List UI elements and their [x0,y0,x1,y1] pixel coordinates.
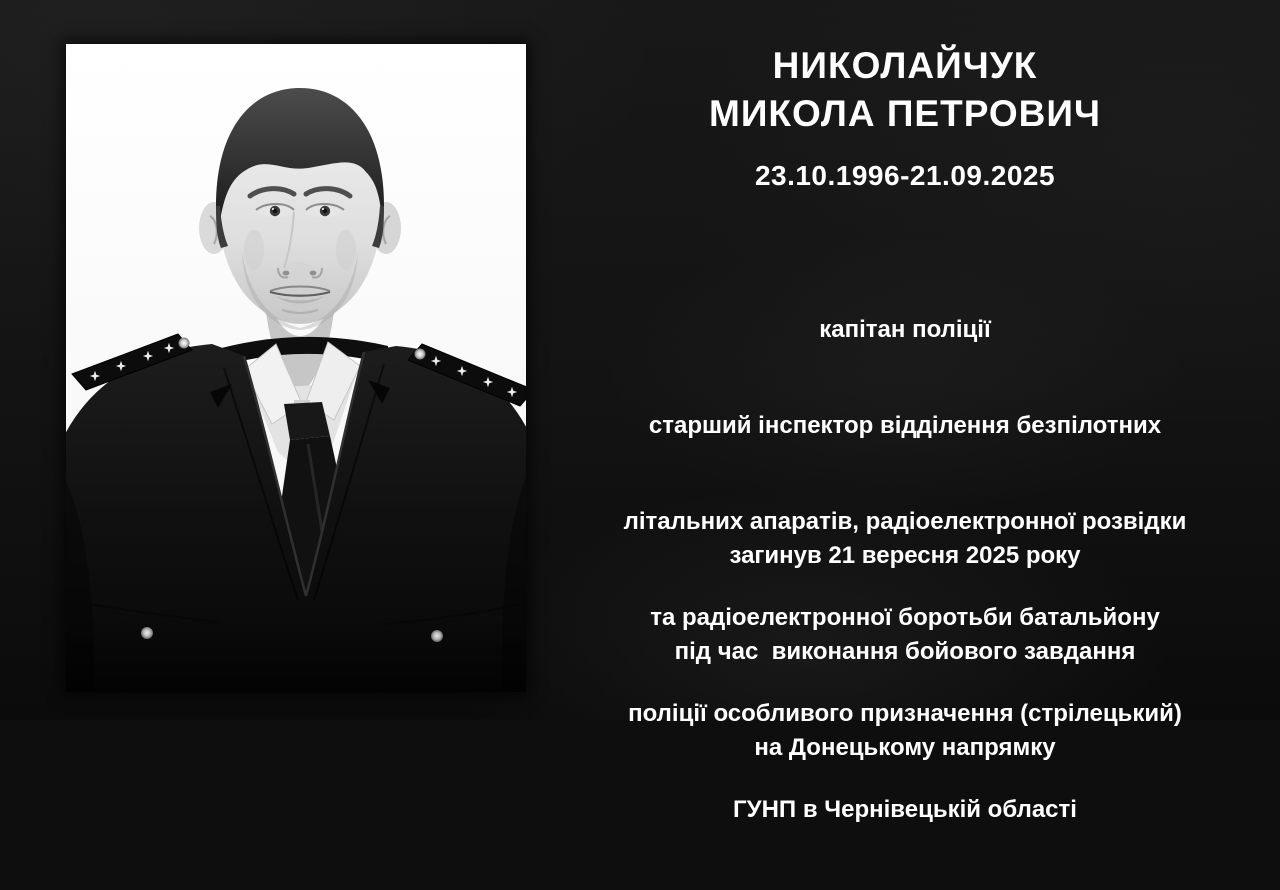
rank-line: поліції особливого призначення (стрілецький) [628,700,1182,727]
rank-line: літальних апаратів, радіоелектронної розвідки [623,508,1187,535]
photo-bottom-fade [66,624,526,692]
death-line: на Донецькому напрямку [754,734,1056,761]
memorial-text-column [530,0,1280,823]
deceased-name [530,42,1280,138]
deceased-given-names: МИКОЛА ПЕТРОВИЧ [709,93,1101,134]
life-dates: 23.10.1996-21.09.2025 [754,160,1056,191]
death-line: загинув 21 вересня 2025 року [729,542,1081,569]
epaulette-button [415,349,426,360]
deceased-surname: НИКОЛАЙЧУК [772,45,1038,86]
rank-line: старший інспектор відділення безпілотних [648,412,1162,439]
rank-line: ГУНП в Чернівецькій області [733,796,1077,823]
portrait-photo [66,44,526,692]
portrait-photo-image [66,44,526,692]
rank-line: та радіоелектронної боротьби батальйону [650,604,1160,631]
epaulette-button [179,338,190,349]
death-circumstances [530,476,1280,828]
death-line: під час виконання бойового завдання [674,638,1136,665]
rank-line: капітан поліції [819,316,991,343]
